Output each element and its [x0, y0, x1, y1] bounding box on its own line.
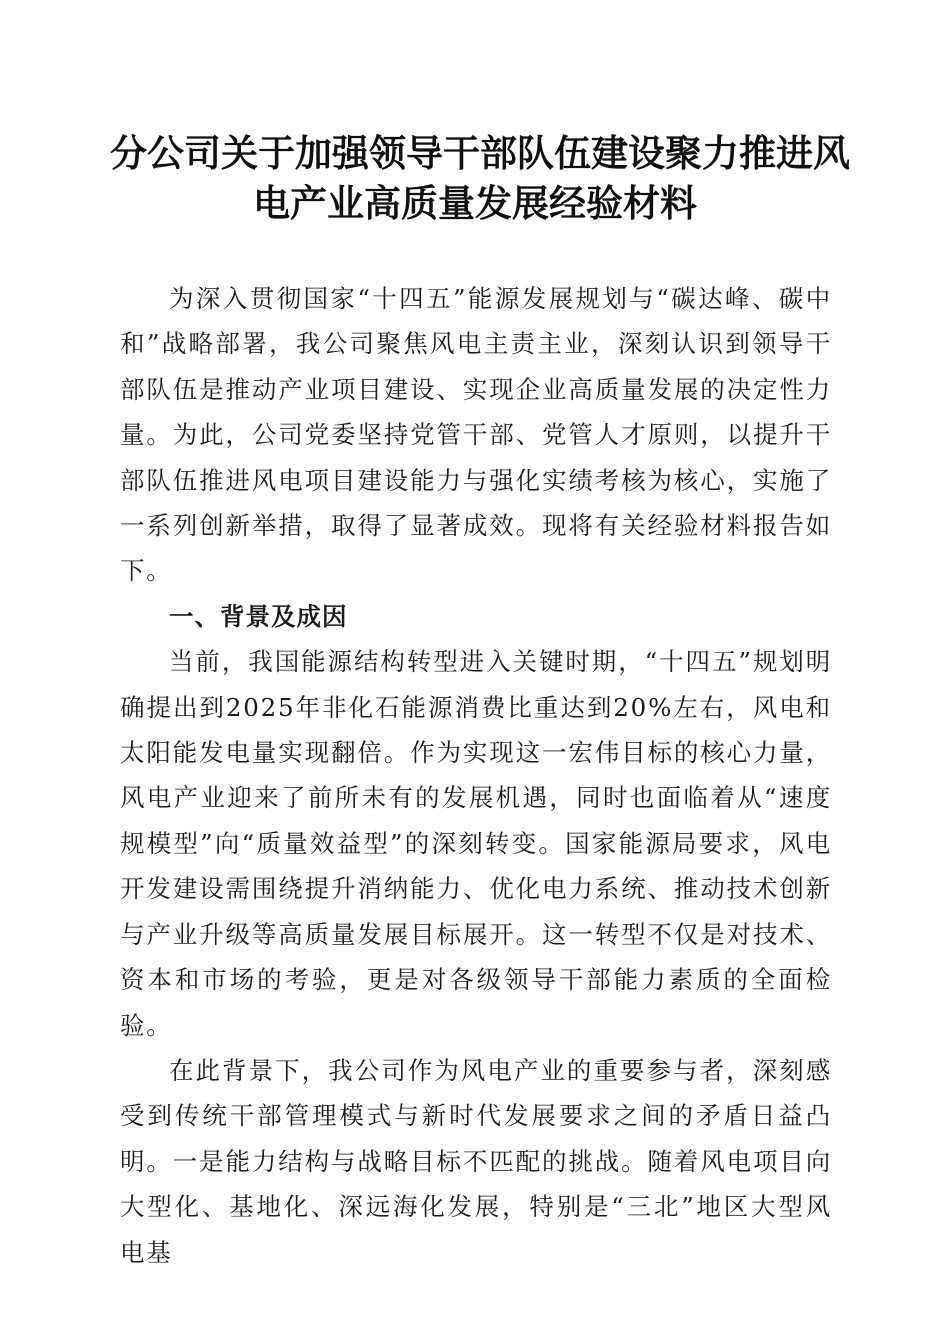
title-line-2: 电产业高质量发展经验材料: [253, 181, 697, 225]
section-heading-background: 一、背景及成因: [169, 601, 348, 631]
intro-paragraph: 为深入贯彻国家“十四五”能源发展规划与“碳达峰、碳中和”战略部署，我公司聚焦风电主责主业，深刻认识到领导干部队伍是推动产业项目建设、实现企业高质量发展的决定性力量。为此，公司党委坚持党管干部、党管人才原则，以提升干部队伍推进风电项目建设能力与强化实绩考核为核心，实施了一系列创新举措，取得了显著成效。现将有关经验材料报告如下。: [120, 284, 832, 586]
title-line-1: 分公司关于加强领导干部队伍建设聚力推进风: [110, 131, 850, 175]
background-paragraph-2: 在此背景下，我公司作为风电产业的重要参与者，深刻感受到传统干部管理模式与新时代发展要求之间的矛盾日益凸明。一是能力结构与战略目标不匹配的挑战。随着风电项目向大型化、基地化、深远海化发展，特别是“三北”地区大型风电基: [120, 1055, 832, 1267]
document-title: [110, 128, 850, 228]
background-paragraph-1: 当前，我国能源结构转型进入关键时期，“十四五”规划明确提出到2025年非化石能源消费比重达到20%左右，风电和太阳能发电量实现翻倍。作为实现这一宏伟目标的核心力量，风电产业迎来了前所未有的发展机遇，同时也面临着从“速度规模型”向“质量效益型”的深刻转变。国家能源局要求，风电开发建设需围绕提升消纳能力、优化电力系统、推动技术创新与产业升级等高质量发展目标展开。这一转型不仅是对技术、资本和市场的考验，更是对各级领导干部能力素质的全面检验。: [120, 647, 832, 1040]
document-body: [120, 276, 832, 1275]
